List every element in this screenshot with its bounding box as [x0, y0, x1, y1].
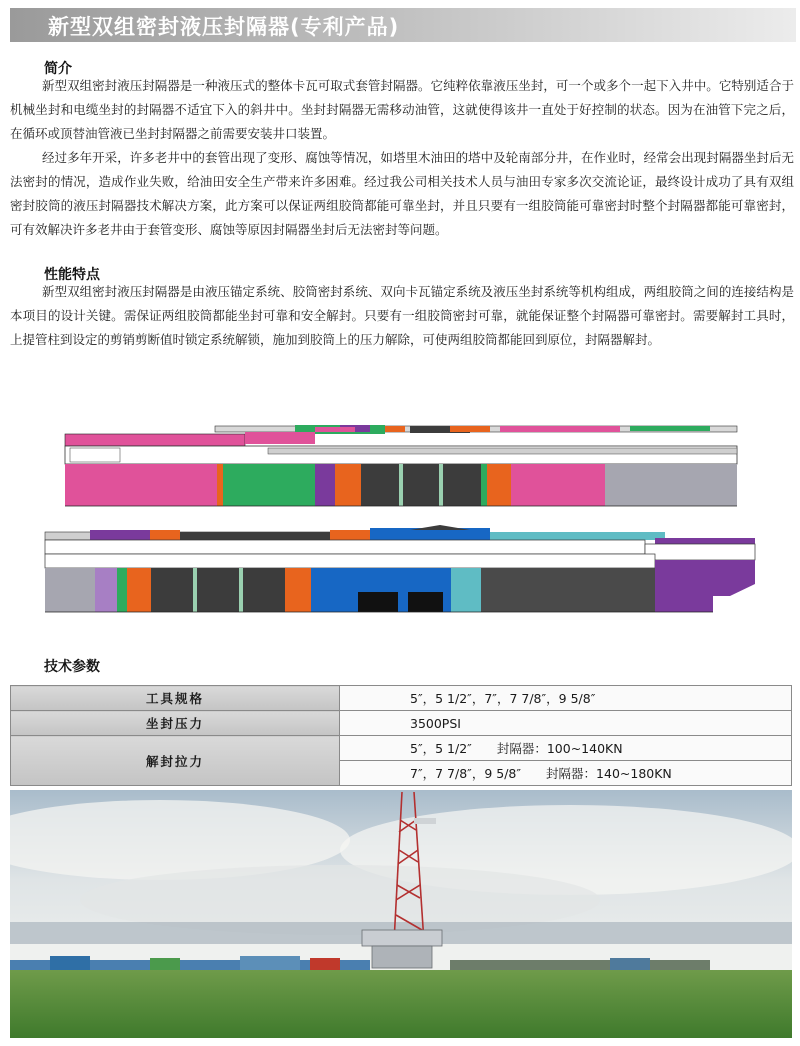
spec-value-size: 5″，5 1/2″，7″，7 7/8″，9 5/8″ [340, 686, 792, 711]
spec-label-setting-pressure: 坐封压力 [11, 711, 340, 736]
features-heading: 性能特点 [44, 267, 100, 283]
intro-heading: 简介 [44, 61, 72, 77]
table-row [11, 686, 792, 711]
spec-label-size: 工具规格 [11, 686, 340, 711]
table-row [11, 711, 792, 736]
intro-paragraph-2: 经过多年开采，许多老井中的套管出现了变形、腐蚀等情况，如塔里木油田的塔中及轮南部分井，在作业时，经常会出现封隔器坐封后无法密封的情况，造成作业失败，给油田安全生产带来许多困难。经过我公司相关技术人员与油田专家多次交流论证，最终设计成功了具有双组密封胶筒的液压封隔器技术解决方案，此方案可以保证两组胶筒都能可靠坐封，并且只要有一组胶筒能可靠密封时整个封隔器都能可靠密封，可有效解决许多老井由于套管变形、腐蚀等原因封隔器坐封后无法密封等问题。 [10, 150, 794, 237]
spec-value-setting-pressure: 3500PSI [340, 711, 792, 736]
intro-paragraph-1: 新型双组密封液压封隔器是一种液压式的整体卡瓦可取式套管封隔器。它纯粹依靠液压坐封，可一个或多个一起下入井中。它特别适合于机械坐封和电缆坐封的封隔器不适宜下入的斜井中。坐封封隔器无需移动油管，这就使得该井一直处于好控制的状态。因为在油管下完之后，在循环或顶替油管液已坐封封隔器之前需要安装井口装置。 [10, 78, 794, 141]
oil-rig-photo [10, 790, 792, 1038]
page-title: 新型双组密封液压封隔器(专利产品) [48, 15, 400, 39]
table-row [11, 736, 792, 761]
packer-diagram-upper [40, 418, 746, 510]
title-bar [10, 8, 796, 42]
spec-label-release-force: 解封拉力 [11, 736, 340, 786]
packer-diagram-lower [40, 524, 760, 616]
specs-heading: 技术参数 [44, 659, 100, 675]
specs-table [10, 685, 792, 786]
spec-value-release-force-1: 5″，5 1/2″ 封隔器：100~140KN [340, 736, 792, 761]
features-paragraph: 新型双组密封液压封隔器是由液压锚定系统、胶筒密封系统、双向卡瓦锚定系统及液压坐封系统等机构组成，两组胶筒之间的连接结构是本项目的设计关键。需保证两组胶筒都能坐封可靠和安全解封。只要有一组胶筒密封可靠，就能保证整个封隔器可靠密封。需要解封工具时，上提管柱到设定的剪销剪断值时锁定系统解锁，施加到胶筒上的压力解除，可使两组胶筒都能回到原位，封隔器解封。 [10, 284, 794, 347]
spec-value-release-force-2: 7″，7 7/8″，9 5/8″ 封隔器：140~180KN [340, 761, 792, 786]
